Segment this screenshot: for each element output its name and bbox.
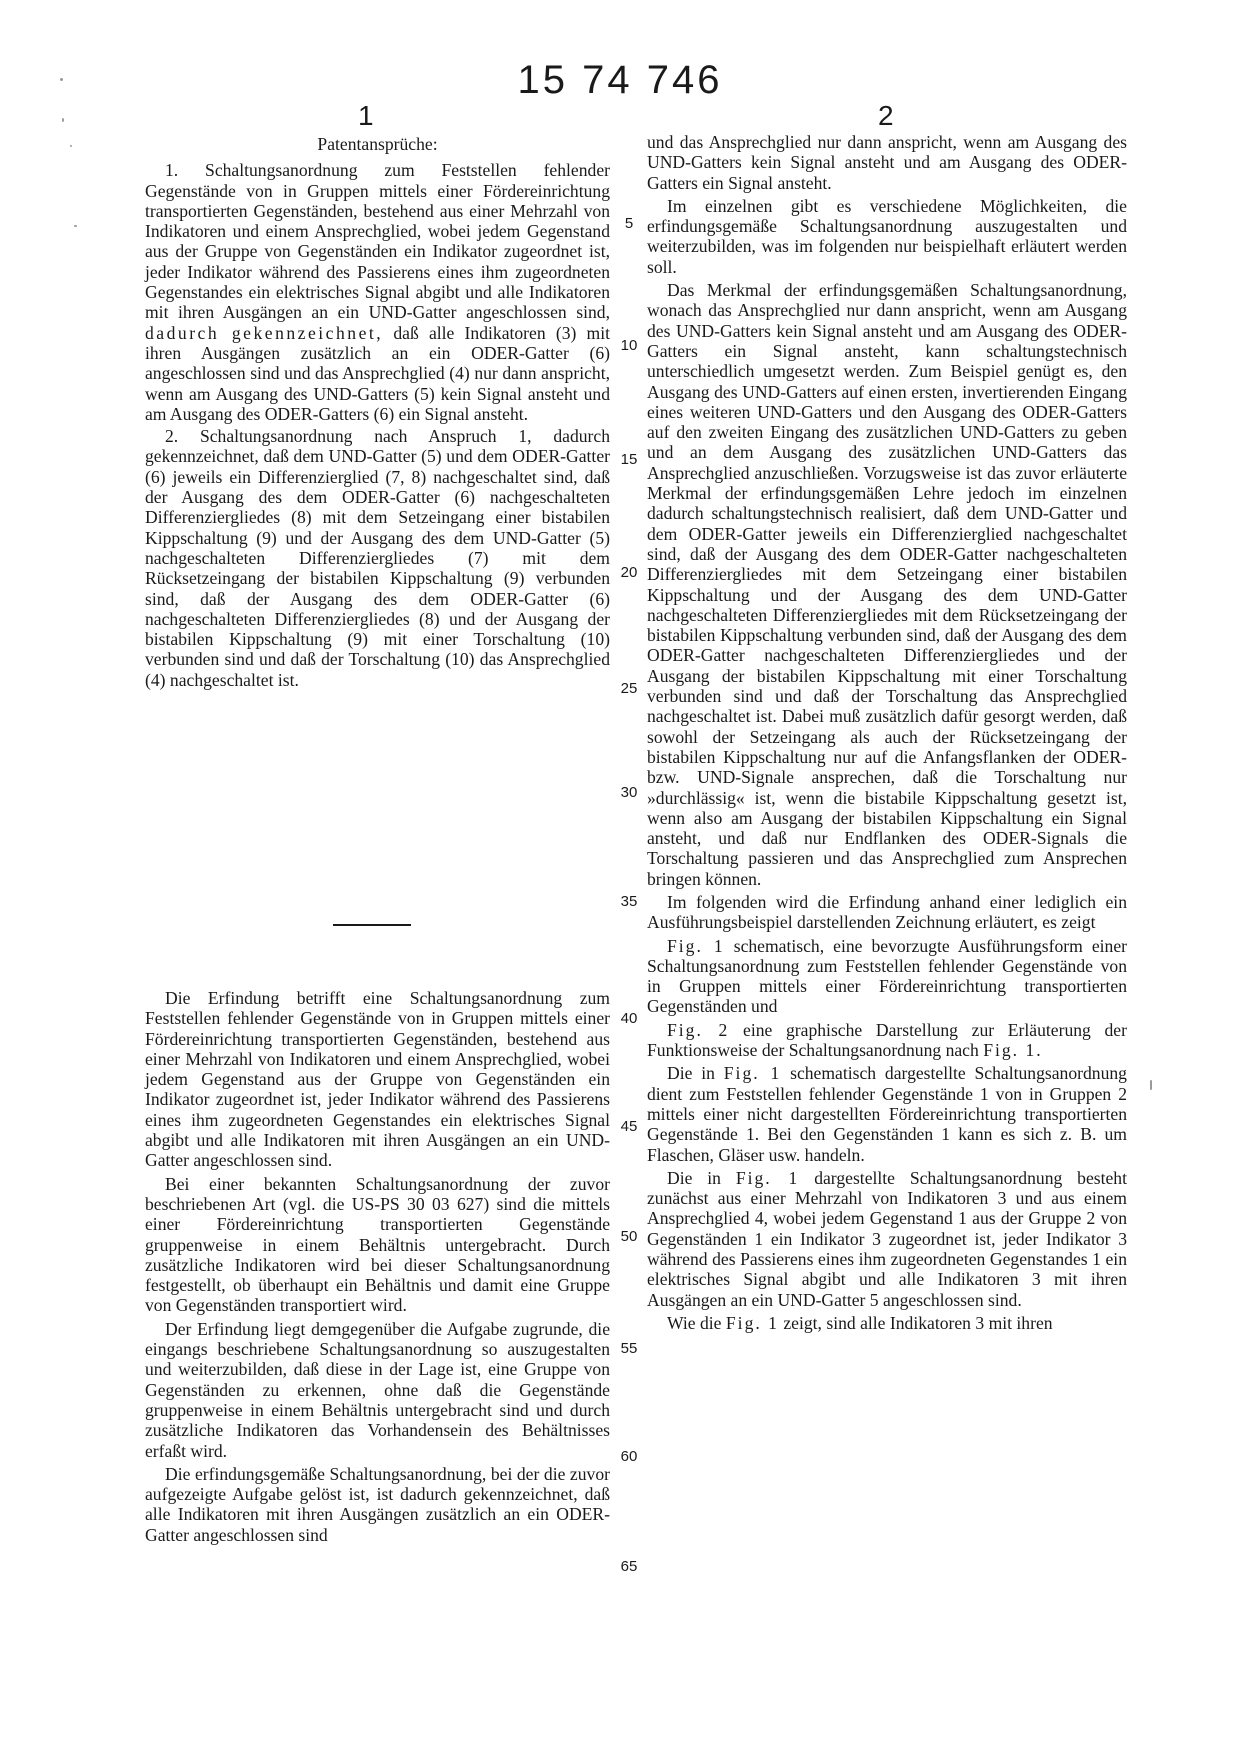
- figure-description-text: schematisch, eine bevorzugte Ausführungsform einer Schaltungsanordnung zum Feststellen fehlender Gegenstände von in Gruppen mittels einer Fördereinrichtung transportierten Gegenständen und: [647, 935, 1127, 1017]
- figure-description-text: eine graphische Darstellung zur Erläuterung der Funktionsweise der Schaltungsanordnung nach: [647, 1019, 1127, 1061]
- description-paragraph: Die erfindungsgemäße Schaltungsanordnung, bei der die zuvor aufgezeigte Aufgabe gelöst ist, ist dadurch gekennzeichnet, daß alle Indikatoren mit ihren Ausgängen zusätzlich an ein ODER-Gatter angeschlossen sind: [145, 1463, 610, 1545]
- section-divider: [333, 924, 411, 926]
- description-paragraph: Das Merkmal der erfindungsgemäßen Schaltungsanordnung, wonach das Ansprechglied nur dann anspricht, wenn am Ausgang des UND-Gatters kein Signal ansteht und am Ausgang des ODER-Gatters ein Signal ansteht, kann schaltungstechnisch unterschiedlich umgesetzt werden. Zum Beispiel genügt es, den Ausgang des UND-Gatters auf einen ersten, invertierenden Eingang eines weiteren UND-Gatters und den Ausgang des ODER-Gatters auf den zweiten Eingang des zusätzlichen UND-Gatters zu geben und an dem Ausgang des zusätzlichen UND-Gatters das Ansprechglied anzuschließen. Vorzugsweise ist das zuvor erläuterte Merkmal der erfindungsgemäßen Lehre jedoch im einzelnen dadurch schaltungstechnisch realisiert, daß dem UND-Gatter und dem ODER-Gatter jeweils ein Differenzierglied nachgeschaltet sind, daß der Ausgang des dem ODER-Gatter nachgeschalteten Differenziergliedes mit dem Setzeingang einer bistabilen Kippschaltung und der Ausgang des dem UND-Gatter nachgeschalteten Differenziergliedes mit dem Rücksetzeingang der bistabilen Kippschaltung verbunden sind, daß der Ausgang des dem ODER-Gatter nachgeschalteten Differenziergliedes und der Ausgang der bistabilen Kippschaltung mit einer Torschaltung verbunden sind und daß der Torschaltung das Ansprechglied nachgeschaltet ist. Dabei muß zusätzlich dafür gesorgt werden, daß sowohl der Setzeingang als auch der Rücksetzeingang der bistabilen Kippschaltung nur auf die Anfangsflanken der ODER- bzw. UND-Signale ansprechen, daß die Torschaltung nur »durchlässig« ist, wenn die bistabile Kippschaltung gesetzt ist, wenn also am Ausgang der bistabilen Kippschaltung ein Signal ansteht, und daß nur Endflanken des ODER-Signals die Torschaltung passieren und das Ansprechglied zum Ansprechen bringen können.: [647, 280, 1127, 889]
- left-column: [145, 134, 610, 692]
- claims-heading: Patentansprüche:: [317, 134, 438, 154]
- line-number: 45: [620, 1118, 638, 1135]
- paragraph-text: Die in: [667, 1167, 736, 1188]
- figure-description: [647, 936, 1127, 1017]
- description-paragraph: [647, 1063, 1127, 1164]
- description-paragraph: Der Erfindung liegt demgegenüber die Aufgabe zugrunde, die eingangs beschriebene Schaltungsanordnung so auszugestalten und weiterzubilden, daß diese in der Lage ist, eine Gruppe von Gegenständen zu erkennen, ohne daß die Gegenstände gruppenweise in einem Behältnis untergebracht sind und durch zusätzliche Indikatoren das Vorhandensein des Behältnisses erfaßt wird.: [145, 1318, 610, 1461]
- paragraph-text: schematisch dargestellte Schaltungsanordnung dient zum Feststellen fehlender Gegenstände 1 von in Gruppen 2 mittels einer nicht dargestellten Fördereinrichtung transportierten Gegenstände 1. Bei den Gegenständen 1 kann es sich z. B. um Flaschen, Gläser usw. handeln.: [647, 1063, 1127, 1165]
- figure-reference: Fig. 1: [723, 1063, 782, 1084]
- description-paragraph: Im einzelnen gibt es verschiedene Möglichkeiten, die erfindungsgemäße Schaltungsanordnung auszugestalten und weiterzubilden, was im folgenden nur beispielhaft erläutert werden soll.: [647, 195, 1127, 277]
- line-number: 10: [620, 337, 638, 354]
- line-number: 50: [620, 1228, 638, 1245]
- paragraph-text: dargestellte Schaltungsanordnung besteht zunächst aus einer Mehrzahl von Indikatoren 3 und aus einem Ansprechglied 4, wobei jedem Gegenstand 1 aus der Gruppe 2 von Gegenständen 1 ein Indikator 3 zugeordnet ist, jeder Indikator 3 während des Passierens eines ihm zugeordneten Gegenstandes 1 ein elektrisches Signal abgibt und alle Indikatoren 3 mit ihren Ausgängen an ein UND-Gatter 5 angeschlossen sind.: [647, 1167, 1127, 1310]
- claim-1-text: 1. Schaltungsanordnung zum Feststellen fehlender Gegenstände von in Gruppen mittels einer Fördereinrichtung transportierten Gegenständen, bestehend aus einer Mehrzahl von Indikatoren und einem Ansprechglied, wobei jedem Gegenstand aus der Gruppe von Gegenständen ein Indikator zugeordnet ist, jeder Indikator während des Passierens eines ihm zugeordneten Gegenstandes ein elektrisches Signal abgibt und alle Indikatoren mit ihren Ausgängen an ein UND-Gatter angeschlossen sind,: [145, 160, 610, 323]
- line-number: 5: [624, 215, 634, 232]
- line-number: 55: [620, 1340, 638, 1357]
- figure-description: [647, 1020, 1127, 1061]
- line-number: 60: [620, 1448, 638, 1465]
- description-paragraph: [647, 1168, 1127, 1310]
- scan-speck: [1150, 1080, 1152, 1090]
- right-column: [647, 132, 1127, 1336]
- figure-reference: Fig. 1: [735, 1167, 800, 1188]
- claim-1-text-cont: daß alle Indikatoren (3) mit ihren Ausgängen zusätzlich an ein ODER-Gatter (6) angeschlossen sind und das Ansprechglied (4) nur dann anspricht, wenn am Ausgang des UND-Gatters (5) kein Signal ansteht und am Ausgang des ODER-Gatters (6) ein Signal ansteht.: [145, 322, 611, 424]
- description-paragraph: Im folgenden wird die Erfindung anhand einer lediglich ein Ausführungsbeispiel darstellenden Zeichnung erläutert, es zeigt: [647, 891, 1127, 933]
- line-number: 40: [620, 1010, 638, 1027]
- scan-speck: [60, 78, 63, 81]
- scan-speck: [62, 118, 64, 122]
- column-number-right: 2: [878, 100, 894, 131]
- paragraph-text: zeigt, sind alle Indikatoren 3 mit ihren: [778, 1312, 1053, 1333]
- scan-speck: [74, 225, 77, 227]
- figure-reference: Fig. 1: [725, 1312, 779, 1333]
- paragraph-text: Die in: [667, 1063, 724, 1084]
- column-number-left: 1: [358, 100, 374, 131]
- line-number: 35: [620, 893, 638, 910]
- claim-2: 2. Schaltungsanordnung nach Anspruch 1, dadurch gekennzeichnet, daß dem UND-Gatter (5) und dem ODER-Gatter (6) jeweils ein Differenzierglied (7, 8) nachgeschaltet sind, daß der Ausgang des dem ODER-Gatter (6) nachgeschalteten Differenziergliedes (8) mit dem Setzeingang einer bistabilen Kippschaltung (9) und der Ausgang des dem UND-Gatter (5) nachgeschalteten Differenziergliedes (7) mit dem Rücksetzeingang der bistabilen Kippschaltung (9) verbunden sind, daß der Ausgang des dem ODER-Gatter (6) nachgeschalteten Differenziergliedes (8) und der Ausgang der bistabilen Kippschaltung (9) mit einer Torschaltung (10) verbunden sind und daß der Torschaltung (10) das Ansprechglied (4) nachgeschaltet ist.: [145, 426, 610, 690]
- description-paragraph: [647, 1313, 1127, 1333]
- left-column-description: [145, 988, 610, 1548]
- claim-1: [145, 160, 610, 424]
- figure-reference: Fig. 1: [667, 935, 725, 956]
- figure-reference: Fig. 1.: [983, 1040, 1043, 1061]
- paragraph-text: Wie die: [667, 1312, 726, 1333]
- document-number: 15 74 746: [517, 58, 723, 102]
- line-number: 15: [620, 451, 638, 468]
- description-paragraph: und das Ansprechglied nur dann anspricht, wenn am Ausgang des UND-Gatters kein Signal ansteht und am Ausgang des ODER-Gatters ein Signal ansteht.: [647, 132, 1127, 193]
- line-number: 20: [620, 564, 638, 581]
- claim-1-characterizing-phrase: dadurch gekennzeichnet,: [145, 322, 384, 343]
- line-number: 65: [620, 1558, 638, 1575]
- scan-speck: [70, 145, 72, 147]
- line-number: 25: [620, 680, 638, 697]
- description-paragraph: Die Erfindung betrifft eine Schaltungsanordnung zum Feststellen fehlender Gegenstände von in Gruppen mittels einer Fördereinrichtung transportierten Gegenständen, bestehend aus einer Mehrzahl von Indikatoren und einem Ansprechglied, wobei jedem Gegenstand aus der Gruppe von Gegenständen ein Indikator zugeordnet ist, jeder Indikator während des Passierens eines ihm zugeordneten Gegenstandes ein elektrisches Signal abgibt und alle Indikatoren mit ihren Ausgängen an ein UND-Gatter angeschlossen sind.: [145, 988, 610, 1171]
- line-number: 30: [620, 784, 638, 801]
- description-paragraph: Bei einer bekannten Schaltungsanordnung der zuvor beschriebenen Art (vgl. die US-PS 30 03 627) sind die mittels einer Fördereinrichtung transportierten Gegenstände gruppenweise in einem Behältnis untergebracht. Durch zusätzliche Indikatoren wird bei dieser Schaltungsanordnung festgestellt, ob überhaupt ein Behältnis und damit eine Gruppe von Gegenständen transportiert wird.: [145, 1173, 610, 1316]
- figure-reference: Fig. 2: [667, 1019, 730, 1040]
